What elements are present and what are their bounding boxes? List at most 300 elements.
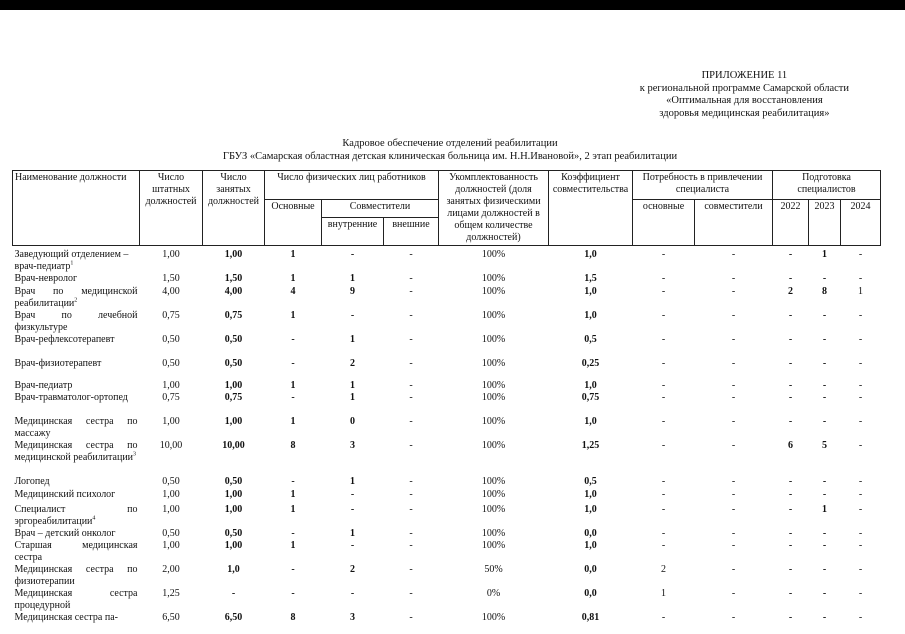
cell-coefficient: 0,0 [584,528,597,539]
cell-position-name [13,489,140,504]
cell-staffing-level: 100% [481,504,506,515]
cell-external: - [409,392,413,403]
scan-top-border [0,0,905,10]
cell-staff-positions: 1,00 [162,416,180,427]
position-name: Врач-педиатр [14,380,73,391]
cell-staffing-level: 100% [481,310,506,321]
cell-main: 1 [290,310,296,321]
table-row [13,246,881,274]
cell-training-2024: - [858,489,863,500]
cell-position-name [13,334,140,358]
cell-staffing-level: 100% [481,489,506,500]
cell-need-main: - [661,476,666,487]
header-internal: внутренние [322,218,384,246]
cell-occupied-positions: 1,0 [227,564,240,575]
position-name: Старшая медицинская сестра [14,540,138,563]
appendix-program-name-2: здоровья медицинская реабилитация» [659,107,830,119]
cell-external: - [409,334,413,345]
cell-main: 1 [290,416,296,427]
appendix-number: ПРИЛОЖЕНИЕ 11 [701,70,788,81]
cell-need-main: - [661,249,666,260]
title-line-2: ГБУЗ «Самарская областная детская клиническая больница им. Н.Н.Ивановой», 2 этап реабилитации [222,150,678,162]
cell-staffing-level: 100% [481,540,506,551]
cell-occupied-positions: 1,50 [224,273,243,284]
table-row [13,358,881,380]
cell-training-2024: - [858,528,863,539]
cell-training-2024: - [858,588,863,599]
cell-staff-positions: 1,25 [162,588,180,599]
cell-main: 8 [290,612,296,623]
header-occupied-positions: Число занятых должностей [203,171,265,246]
cell-staff-positions: 10,00 [159,440,183,451]
cell-need-part-time: - [731,273,736,284]
cell-need-part-time: - [731,588,736,599]
cell-training-2022: - [788,334,793,345]
cell-training-2024: - [858,358,863,369]
cell-coefficient: 1,0 [584,286,597,297]
cell-coefficient: 0,0 [584,588,597,599]
cell-occupied-positions: - [231,588,236,599]
cell-training-2024: - [858,273,863,284]
cell-staffing-level: 100% [481,440,506,451]
cell-main: - [291,358,295,369]
cell-position-name [13,286,140,310]
cell-training-2023: - [822,476,827,487]
cell-training-2023: 1 [822,504,827,515]
cell-main: 1 [290,504,296,515]
table-row [13,392,881,416]
cell-training-2022: - [788,504,793,515]
position-name: Медицинская сестра процедурной [14,588,138,611]
cell-training-2024: - [858,564,863,575]
table-row [13,440,881,476]
cell-staffing-level: 100% [481,612,506,623]
cell-staff-positions: 0,75 [162,310,180,321]
cell-occupied-positions: 0,50 [224,528,243,539]
cell-need-main: - [661,392,666,403]
cell-external: - [409,564,413,575]
cell-external: - [409,504,413,515]
cell-training-2023: 1 [822,249,827,260]
position-name: Медицинская сестра по медицинской реабилитации [14,440,138,463]
table-row [13,286,881,310]
footnote-marker: 1 [70,260,74,267]
cell-staffing-level: 100% [481,249,506,260]
cell-external: - [409,528,413,539]
cell-staffing-level: 100% [481,528,506,539]
cell-staff-positions: 1,00 [162,504,180,515]
cell-coefficient: 0,0 [584,564,597,575]
cell-staff-positions: 1,50 [162,273,180,284]
cell-need-part-time: - [731,310,736,321]
cell-staffing-level: 100% [481,273,506,284]
cell-coefficient: 1,0 [584,380,597,391]
position-name: Врач-физиотерапевт [14,358,102,369]
cell-staff-positions: 0,50 [162,358,180,369]
cell-internal: 0 [350,416,355,427]
staffing-table [12,170,881,624]
cell-need-main: - [661,416,666,427]
appendix-program-name-1: «Оптимальная для восстановления [666,95,823,106]
header-year-2022: 2022 [773,200,809,246]
cell-external: - [409,249,413,260]
cell-occupied-positions: 0,50 [224,334,243,345]
cell-staffing-level: 100% [481,286,506,297]
cell-staffing-level: 100% [481,334,506,345]
cell-occupied-positions: 0,50 [224,358,243,369]
cell-coefficient: 0,5 [584,476,597,487]
cell-internal: 1 [350,380,355,391]
table-row [13,310,881,334]
cell-training-2022: - [788,416,793,427]
cell-training-2024: - [858,416,863,427]
cell-need-main: - [661,440,666,451]
cell-main: 1 [290,273,296,284]
cell-staff-positions: 2,00 [162,564,180,575]
cell-need-main: - [661,540,666,551]
cell-staffing-level: 100% [481,380,506,391]
position-name: Медицинская сестра по массажу [14,416,138,439]
cell-need-main: - [661,273,666,284]
cell-training-2023: - [822,540,827,551]
cell-staff-positions: 0,50 [162,476,180,487]
position-name: Медицинский психолог [14,489,116,500]
cell-need-main: 1 [661,588,666,599]
cell-training-2022: 2 [788,286,793,297]
cell-position-name [13,416,140,440]
position-name: Врач-невролог [14,273,78,284]
table-row [13,380,881,392]
position-name: Врач по лечебной физкультуре [14,310,138,333]
cell-coefficient: 1,0 [584,540,597,551]
cell-position-name [13,273,140,286]
cell-external: - [409,588,413,599]
cell-need-main: - [661,612,666,623]
header-position: Наименование должности [13,171,140,246]
cell-position-name [13,588,140,612]
cell-training-2023: - [822,612,827,623]
cell-internal: 1 [350,273,355,284]
cell-position-name [13,440,140,476]
cell-training-2022: - [788,528,793,539]
cell-coefficient: 0,5 [584,334,597,345]
cell-need-part-time: - [731,380,736,391]
cell-need-main: - [661,334,666,345]
header-coefficient: Коэффициент совместительства [549,171,633,246]
cell-training-2024: - [858,476,863,487]
cell-position-name [13,310,140,334]
cell-staffing-level: 100% [481,392,506,403]
cell-coefficient: 1,25 [581,440,600,451]
table-row [13,612,881,624]
cell-external: - [409,380,413,391]
cell-external: - [409,358,413,369]
cell-need-part-time: - [731,528,736,539]
cell-training-2023: - [822,310,827,321]
cell-internal: 1 [350,528,355,539]
cell-staff-positions: 4,00 [162,286,180,297]
cell-training-2022: - [788,489,793,500]
cell-coefficient: 1,0 [584,504,597,515]
cell-training-2023: - [822,416,827,427]
cell-internal: 1 [350,392,355,403]
cell-staff-positions: 0,50 [162,528,180,539]
cell-coefficient: 1,0 [584,489,597,500]
cell-external: - [409,476,413,487]
cell-occupied-positions: 0,50 [224,476,243,487]
cell-external: - [409,273,413,284]
cell-training-2024: - [858,392,863,403]
cell-staffing-level: 50% [484,564,503,575]
cell-need-part-time: - [731,249,736,260]
cell-staff-positions: 6,50 [162,612,180,623]
position-name: Специалист по эргореабилитации [14,504,138,527]
footnote-marker: 3 [133,451,137,458]
cell-staffing-level: 100% [481,416,506,427]
cell-occupied-positions: 10,00 [222,440,245,451]
cell-training-2022: - [788,310,793,321]
cell-training-2024: - [858,249,863,260]
header-year-2024: 2024 [841,200,881,246]
cell-training-2022: - [788,249,793,260]
position-name: Заведующий отделением – врач-педиатр [14,249,129,272]
position-name: Логопед [14,476,50,487]
cell-staff-positions: 1,00 [162,380,180,391]
cell-staff-positions: 1,00 [162,249,180,260]
cell-need-main: 2 [661,564,666,575]
cell-internal: 3 [350,440,355,451]
cell-position-name [13,504,140,528]
cell-main: - [291,392,295,403]
cell-need-main: - [661,489,666,500]
cell-need-part-time: - [731,504,736,515]
cell-position-name [13,392,140,416]
cell-internal: - [350,540,355,551]
cell-need-part-time: - [731,416,736,427]
cell-need-part-time: - [731,564,736,575]
table-row [13,273,881,286]
cell-training-2023: - [822,489,827,500]
cell-main: - [291,334,295,345]
appendix-program: к региональной программе Самарской области [639,82,849,94]
table-row [13,476,881,489]
header-external: внешние [384,218,439,246]
header-year-2023: 2023 [809,200,841,246]
table-row [13,564,881,588]
cell-external: - [409,440,413,451]
cell-coefficient: 1,5 [584,273,597,284]
cell-occupied-positions: 1,00 [224,489,243,500]
cell-main: 4 [290,286,296,297]
header-main: Основные [265,200,322,246]
cell-occupied-positions: 1,00 [224,249,243,260]
table-row [13,416,881,440]
cell-internal: - [350,489,355,500]
cell-main: - [291,528,295,539]
cell-position-name [13,564,140,588]
cell-occupied-positions: 0,75 [224,392,243,403]
cell-need-part-time: - [731,612,736,623]
cell-position-name [13,528,140,540]
cell-staffing-level: 100% [481,358,506,369]
cell-training-2022: - [788,476,793,487]
cell-training-2023: - [822,334,827,345]
header-staffing-level: Укомплектованность должностей (доля занятых физическими лицами должностей в общем количестве должностей) [439,171,549,246]
cell-need-main: - [661,528,666,539]
cell-need-part-time: - [731,334,736,345]
cell-occupied-positions: 1,00 [224,504,243,515]
position-name: Медицинская сестра па- [14,612,118,623]
position-name: Врач-травматолог-ортопед [14,392,128,403]
cell-training-2023: 5 [822,440,827,451]
cell-staff-positions: 0,50 [162,334,180,345]
table-row [13,588,881,612]
cell-internal: 1 [350,334,355,345]
cell-staffing-level: 100% [481,476,506,487]
cell-training-2023: 8 [822,286,827,297]
cell-training-2023: - [822,358,827,369]
cell-training-2023: - [822,380,827,391]
cell-external: - [409,310,413,321]
cell-training-2022: 6 [788,440,793,451]
cell-training-2024: - [858,504,863,515]
cell-coefficient: 1,0 [584,249,597,260]
cell-staff-positions: 1,00 [162,489,180,500]
cell-main: - [291,564,295,575]
cell-main: 8 [290,440,296,451]
document-title [200,138,700,163]
title-line-1: Кадровое обеспечение отделений реабилитации [342,138,558,149]
cell-main: 1 [290,489,296,500]
cell-position-name [13,358,140,380]
cell-training-2024: - [858,440,863,451]
cell-internal: 1 [350,476,355,487]
cell-training-2022: - [788,392,793,403]
table-row [13,489,881,504]
cell-occupied-positions: 6,50 [224,612,243,623]
header-staff-positions: Число штатных должностей [140,171,203,246]
cell-training-2024: - [858,540,863,551]
cell-main: - [291,476,295,487]
cell-need-part-time: - [731,440,736,451]
cell-training-2022: - [788,588,793,599]
cell-training-2023: - [822,392,827,403]
cell-position-name [13,612,140,624]
header-part-time: Совместители [322,200,439,218]
cell-external: - [409,489,413,500]
position-name: Медицинская сестра по физиотерапии [14,564,138,587]
cell-training-2022: - [788,540,793,551]
cell-training-2022: - [788,358,793,369]
cell-training-2022: - [788,612,793,623]
cell-external: - [409,286,413,297]
cell-position-name [13,540,140,564]
cell-training-2024: 1 [858,286,864,297]
cell-position-name [13,246,140,274]
cell-training-2023: - [822,564,827,575]
cell-occupied-positions: 0,75 [224,310,243,321]
header-need: Потребность в привлечении специалиста [633,171,773,200]
table-row [13,528,881,540]
cell-training-2024: - [858,310,863,321]
cell-occupied-positions: 1,00 [224,540,243,551]
position-name: Врач-рефлексотерапевт [14,334,115,345]
footnote-marker: 2 [74,297,78,304]
cell-main: 1 [290,380,296,391]
table-row [13,334,881,358]
cell-main: 1 [290,540,296,551]
cell-need-main: - [661,310,666,321]
cell-internal: - [350,310,355,321]
cell-training-2022: - [788,564,793,575]
cell-training-2023: - [822,588,827,599]
table-row [13,504,881,528]
cell-coefficient: 1,0 [584,310,597,321]
cell-need-part-time: - [731,286,736,297]
cell-need-part-time: - [731,489,736,500]
cell-external: - [409,540,413,551]
cell-coefficient: 0,25 [581,358,600,369]
cell-need-part-time: - [731,540,736,551]
cell-training-2024: - [858,334,863,345]
cell-need-main: - [661,286,666,297]
cell-coefficient: 1,0 [584,416,597,427]
cell-internal: 2 [350,564,355,575]
position-name: Врач – детский онколог [14,528,116,539]
cell-occupied-positions: 4,00 [224,286,243,297]
cell-need-main: - [661,358,666,369]
cell-external: - [409,612,413,623]
cell-training-2022: - [788,380,793,391]
cell-need-part-time: - [731,476,736,487]
cell-position-name [13,476,140,489]
cell-external: - [409,416,413,427]
cell-need-main: - [661,380,666,391]
cell-staffing-level: 0% [486,588,501,599]
cell-internal: 2 [350,358,355,369]
footnote-marker: 4 [92,515,96,522]
cell-need-main: - [661,504,666,515]
cell-staff-positions: 1,00 [162,540,180,551]
cell-internal: 9 [350,286,355,297]
appendix-header [640,70,849,120]
cell-internal: 3 [350,612,355,623]
cell-occupied-positions: 1,00 [224,380,243,391]
cell-training-2023: - [822,273,827,284]
cell-coefficient: 0,81 [581,612,600,623]
table-body [13,246,881,625]
cell-occupied-positions: 1,00 [224,416,243,427]
cell-main: 1 [290,249,296,260]
position-name: Врач по медицинской реабилитации [14,286,138,309]
table-row [13,540,881,564]
cell-need-part-time: - [731,358,736,369]
cell-training-2024: - [858,612,863,623]
cell-internal: - [350,504,355,515]
cell-position-name [13,380,140,392]
cell-internal: - [350,249,355,260]
cell-internal: - [350,588,355,599]
cell-need-part-time: - [731,392,736,403]
cell-training-2022: - [788,273,793,284]
header-training: Подготовка специалистов [773,171,881,200]
header-need-part-time: совместители [695,200,773,246]
header-need-main: основные [633,200,695,246]
cell-coefficient: 0,75 [581,392,600,403]
cell-main: - [291,588,295,599]
cell-training-2023: - [822,528,827,539]
cell-staff-positions: 0,75 [162,392,180,403]
